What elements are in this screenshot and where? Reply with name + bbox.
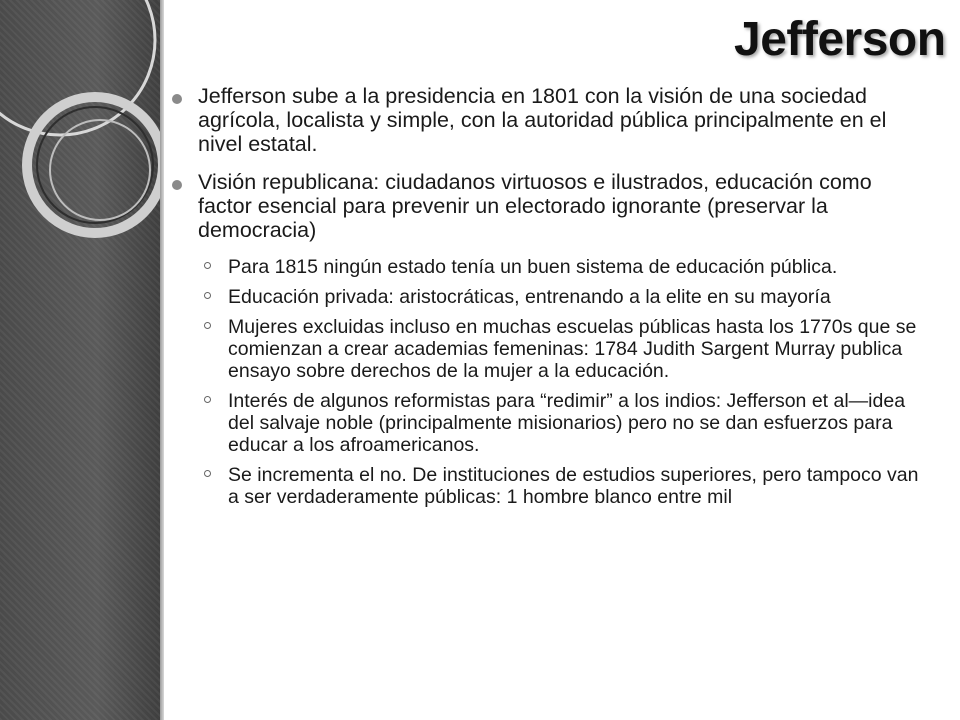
sidebar-circles-graphic [0,0,162,720]
bullet-text: Jefferson sube a la presidencia en 1801 con la visión de una sociedad agrícola, localista y simple, con la autoridad pública principalmente en el nivel estatal. [198,84,887,156]
sub-bullet-item [170,286,930,308]
sub-bullet-item [170,256,930,278]
decorative-sidebar [0,0,162,720]
sub-bullet-text: Interés de algunos reformistas para “redimir” a los indios: Jefferson et al—idea del salvaje noble (principalmente misionarios) pero no se dan esfuerzos para educar a los afroamericanos. [228,390,906,456]
sub-bullet-item [170,464,930,508]
bullet-dot-icon [172,94,182,104]
slide-content [170,84,930,516]
sub-bullet-text: Educación privada: aristocráticas, entrenando a la elite en su mayoría [228,286,831,308]
sub-bullet-ring-icon [204,262,211,269]
bullet-item [170,84,930,156]
sub-bullet-text: Para 1815 ningún estado tenía un buen sistema de educación pública. [228,256,838,278]
bullet-item [170,170,930,242]
sub-bullet-text: Se incrementa el no. De instituciones de estudios superiores, pero tampoco van a ser verdaderamente públicas: 1 hombre blanco entre mil [228,464,919,508]
sub-bullet-ring-icon [204,470,211,477]
bullet-text: Visión republicana: ciudadanos virtuosos e ilustrados, educación como factor esencial para prevenir un electorado ignorante (preservar la democracia) [198,170,872,242]
bullet-dot-icon [172,180,182,190]
slide-title: Jefferson [734,13,946,66]
sidebar-edge [160,0,164,720]
sub-bullet-item [170,390,930,456]
sub-bullet-item [170,316,930,382]
sub-bullet-ring-icon [204,396,211,403]
sub-bullet-text: Mujeres excluidas incluso en muchas escuelas públicas hasta los 1770s que se comienzan a crear academias femeninas: 1784 Judith Sargent Murray publica ensayo sobre derechos de la mujer a la educación. [228,316,917,382]
sub-bullet-ring-icon [204,322,211,329]
sub-bullet-ring-icon [204,292,211,299]
